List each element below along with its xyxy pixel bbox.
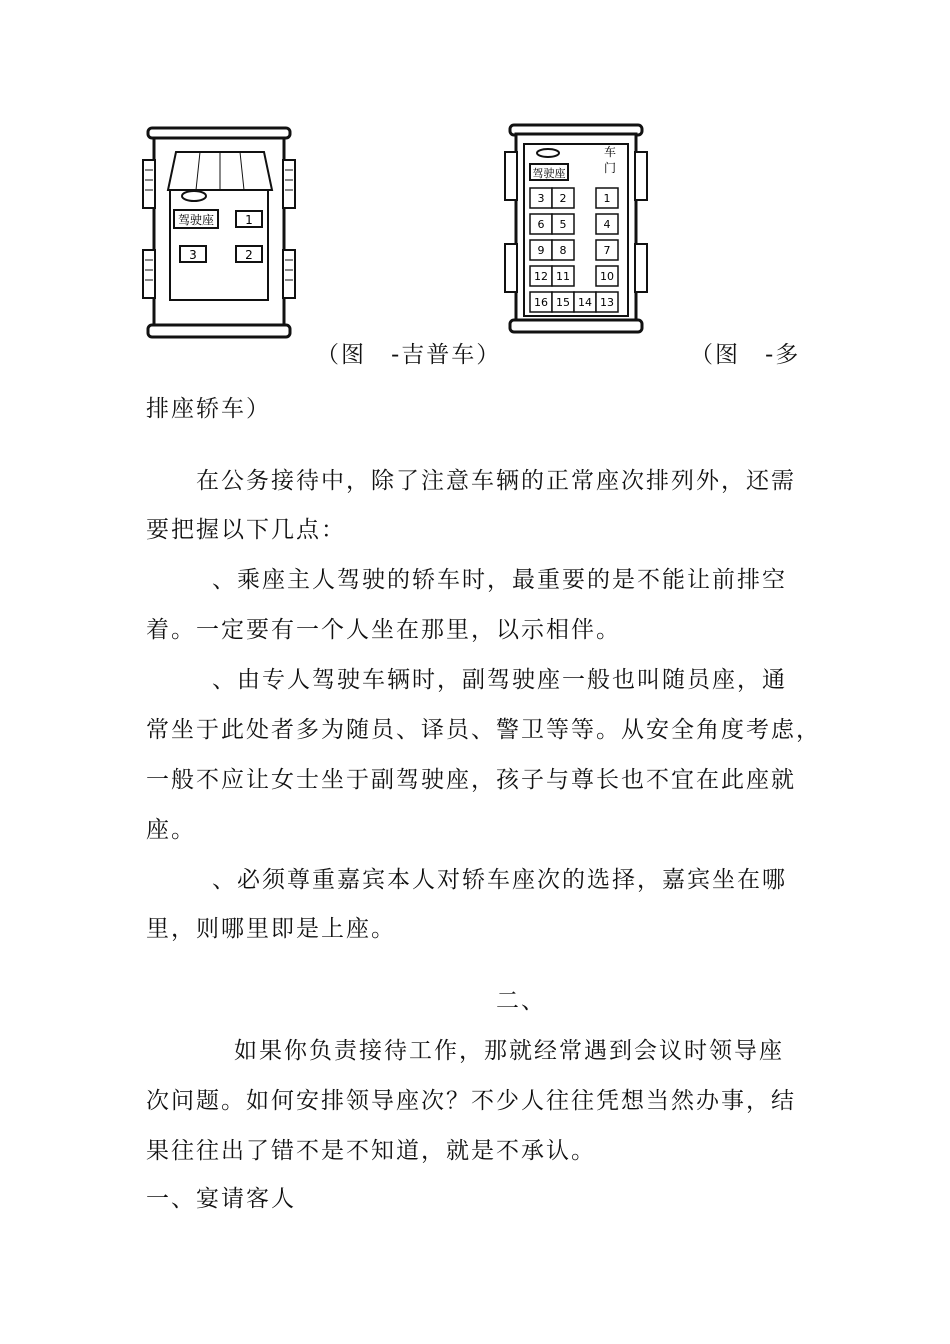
jeep-caption: （图 -吉普车） xyxy=(316,342,502,368)
sedan-seat-13: 13 xyxy=(600,296,614,309)
sedan-seat-3: 3 xyxy=(537,192,545,205)
sedan-door-label-1: 车 xyxy=(603,145,617,159)
paragraph-3-line-1: 、由专人驾驶车辆时，副驾驶座一般也叫随员座，通 xyxy=(212,667,787,693)
sedan-seat-9: 9 xyxy=(537,244,545,257)
paragraph-4-line-1: 、必须尊重嘉宾本人对轿车座次的选择，嘉宾坐在哪 xyxy=(212,867,787,893)
sedan-seat-16: 16 xyxy=(534,296,548,309)
sedan-seat-12: 12 xyxy=(534,270,548,283)
sedan-seat-5: 5 xyxy=(559,218,567,231)
section-heading-2: 二、 xyxy=(496,988,546,1014)
jeep-seat-1: 1 xyxy=(245,213,253,227)
sedan-seat-6: 6 xyxy=(537,218,545,231)
sedan-driver-label: 驾驶座 xyxy=(532,167,566,180)
sedan-seat-2: 2 xyxy=(559,192,567,205)
paragraph-3-line-4: 座。 xyxy=(146,817,196,843)
sedan-seat-15: 15 xyxy=(556,296,570,309)
caption-continuation: 排座轿车） xyxy=(146,396,271,422)
paragraph-1-line-1: 在公务接待中，除了注意车辆的正常座次排列外，还需 xyxy=(196,468,796,494)
paragraph-5-line-2: 次问题。如何安排领导座次？不少人往往凭想当然办事，结 xyxy=(146,1088,796,1114)
sedan-seat-10: 10 xyxy=(600,270,614,283)
sedan-seat-1: 1 xyxy=(603,192,611,205)
section-heading-1: 一、宴请客人 xyxy=(146,1186,296,1212)
sedan-door-label-2: 门 xyxy=(603,161,617,175)
paragraph-5-line-1: 如果你负责接待工作，那就经常遇到会议时领导座 xyxy=(234,1038,784,1064)
jeep-driver-label: 驾驶座 xyxy=(177,213,215,227)
paragraph-5-line-3: 果往往出了错不是不知道，就是不承认。 xyxy=(146,1138,596,1164)
paragraph-3-line-3: 一般不应让女士坐于副驾驶座，孩子与尊长也不宜在此座就 xyxy=(146,767,796,793)
sedan-caption: （图 -多 xyxy=(690,342,801,368)
paragraph-2-line-1: 、乘座主人驾驶的轿车时，最重要的是不能让前排空 xyxy=(212,567,787,593)
sedan-seat-4: 4 xyxy=(603,218,611,231)
jeep-seating-diagram xyxy=(140,120,300,345)
paragraph-4-line-2: 里，则哪里即是上座。 xyxy=(146,916,396,942)
paragraph-2-line-2: 着。一定要有一个人坐在那里，以示相伴。 xyxy=(146,617,621,643)
sedan-seat-11: 11 xyxy=(556,270,570,283)
sedan-seat-7: 7 xyxy=(603,244,611,257)
jeep-seat-2: 2 xyxy=(245,248,253,262)
sedan-seat-8: 8 xyxy=(559,244,567,257)
sedan-seat-14: 14 xyxy=(578,296,592,309)
jeep-seat-3: 3 xyxy=(189,248,197,262)
paragraph-1-line-2: 要把握以下几点： xyxy=(146,517,346,543)
sedan-seating-diagram xyxy=(500,120,655,340)
paragraph-3-line-2: 常坐于此处者多为随员、译员、警卫等等。从安全角度考虑， xyxy=(146,717,821,743)
